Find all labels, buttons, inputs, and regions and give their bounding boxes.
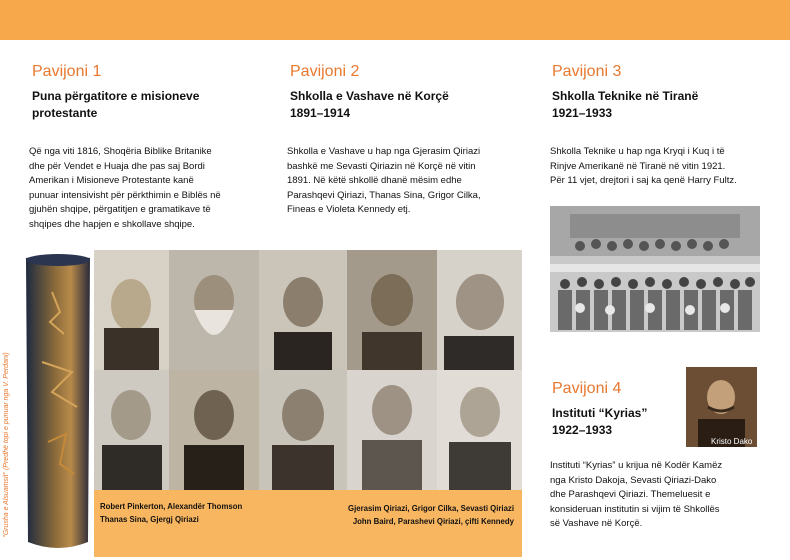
pavilion-2-heading: Pavijoni 2 (290, 63, 360, 80)
caption-left (100, 501, 242, 526)
pavilion-1-text (29, 145, 221, 233)
vase-caption-text: "Grusha e Alsuamsit" (Predhë topi e punuar nga V. Perdani) (3, 352, 10, 538)
pavilion-2-title-line: 1891–1914 (290, 106, 351, 120)
kristo-dako-caption: Kristo Dako (711, 437, 753, 446)
pavilion-4-text (550, 459, 722, 532)
text-line: Parashqevi Qiriazi, Thanas Sina, Grigor Cilka, (287, 189, 481, 201)
text-line: Shkolla e Vashave u hap nga Gjerasim Qiriazi (287, 146, 481, 157)
pavilion-4-title (552, 405, 647, 439)
text-line: dhe për Vendet e Huaja dhe pas saj Bordi (29, 160, 205, 172)
pavilion-1-heading: Pavijoni 1 (32, 63, 102, 80)
caption-line: Thanas Sina, Gjergj Qiriazi (100, 514, 199, 524)
pavilion-4-heading: Pavijoni 4 (552, 380, 622, 397)
text-line: Fineas e Violeta Kennedy etj. (287, 204, 411, 216)
pavilion-1-title-line: Puna përgatitore e misioneve (32, 89, 200, 103)
text-line: bashkë me Sevasti Qiriazin në Korçë në vitin (287, 160, 476, 172)
text-line: Amerikan i Misioneve Protestante kanë (29, 175, 194, 187)
caption-line: Robert Pinkerton, Alexandër Thomson (100, 502, 243, 511)
caption-right (300, 503, 514, 528)
kristo-dako-portrait (686, 367, 757, 447)
vase-photo (22, 252, 94, 557)
pavilion-3-text (550, 145, 737, 189)
text-line: gjuhën shqipe, përgatitjen e gramatikave të (29, 204, 211, 216)
text-line: Që nga viti 1816, Shoqëria Biblike Britanike (29, 146, 212, 157)
caption-line: John Baird, Parashevi Qiriazi, çifti Kennedy (352, 516, 514, 526)
text-line: nga Kristo Dakoja, Sevasti Qiriazi-Dako (550, 474, 717, 486)
pavilion-3-title-line: Shkolla Teknike në Tiranë (552, 89, 699, 103)
text-line: shqipes dhe hapjen e shkollave shqipe. (29, 218, 195, 230)
portrait-collage (94, 250, 522, 498)
text-line: Instituti “Kyrias” u krijua në Kodër Kamëz (550, 460, 723, 471)
top-accent-bar (0, 0, 790, 40)
pavilion-1-title (32, 88, 199, 122)
text-line: Shkolla Teknike u hap nga Kryqi i Kuq i të (550, 146, 725, 157)
pavilion-1-title-line: protestante (32, 106, 98, 120)
text-line: 1891. Në këtë shkollë dhanë mësim edhe (287, 175, 462, 187)
pavilion-3-title-line: 1921–1933 (552, 106, 613, 120)
text-line: dhe Parashqevi Qiriazi. Themeluesit e (550, 489, 711, 501)
pavilion-4-title-line: Instituti “Kyrias” (552, 406, 648, 420)
text-line: Për 11 vjet, drejtori i saj ka qenë Harry Fultz. (550, 175, 737, 187)
text-line: punuar intensivisht për përkthimin e Biblës në (29, 189, 221, 201)
technical-school-photo (550, 206, 760, 332)
pavilion-3-heading: Pavijoni 3 (552, 63, 622, 80)
pavilion-4-title-line: 1922–1933 (552, 423, 613, 437)
text-line: së Vashave në Korçë. (550, 518, 643, 530)
text-line: Rinjve Amerikanë në Tiranë në vitin 1921. (550, 160, 726, 172)
pavilion-2-title (290, 88, 449, 122)
pavilion-2-text (287, 145, 481, 218)
text-line: konsideruan institutin si vijim të Shkollës (550, 503, 720, 515)
caption-line: Gjerasim Qiriazi, Grigor Cilka, Sevasti Qiriazi (348, 504, 514, 513)
pavilion-3-title (552, 88, 698, 122)
vase-caption (3, 330, 15, 560)
pavilion-2-title-line: Shkolla e Vashave në Korçë (290, 89, 449, 103)
